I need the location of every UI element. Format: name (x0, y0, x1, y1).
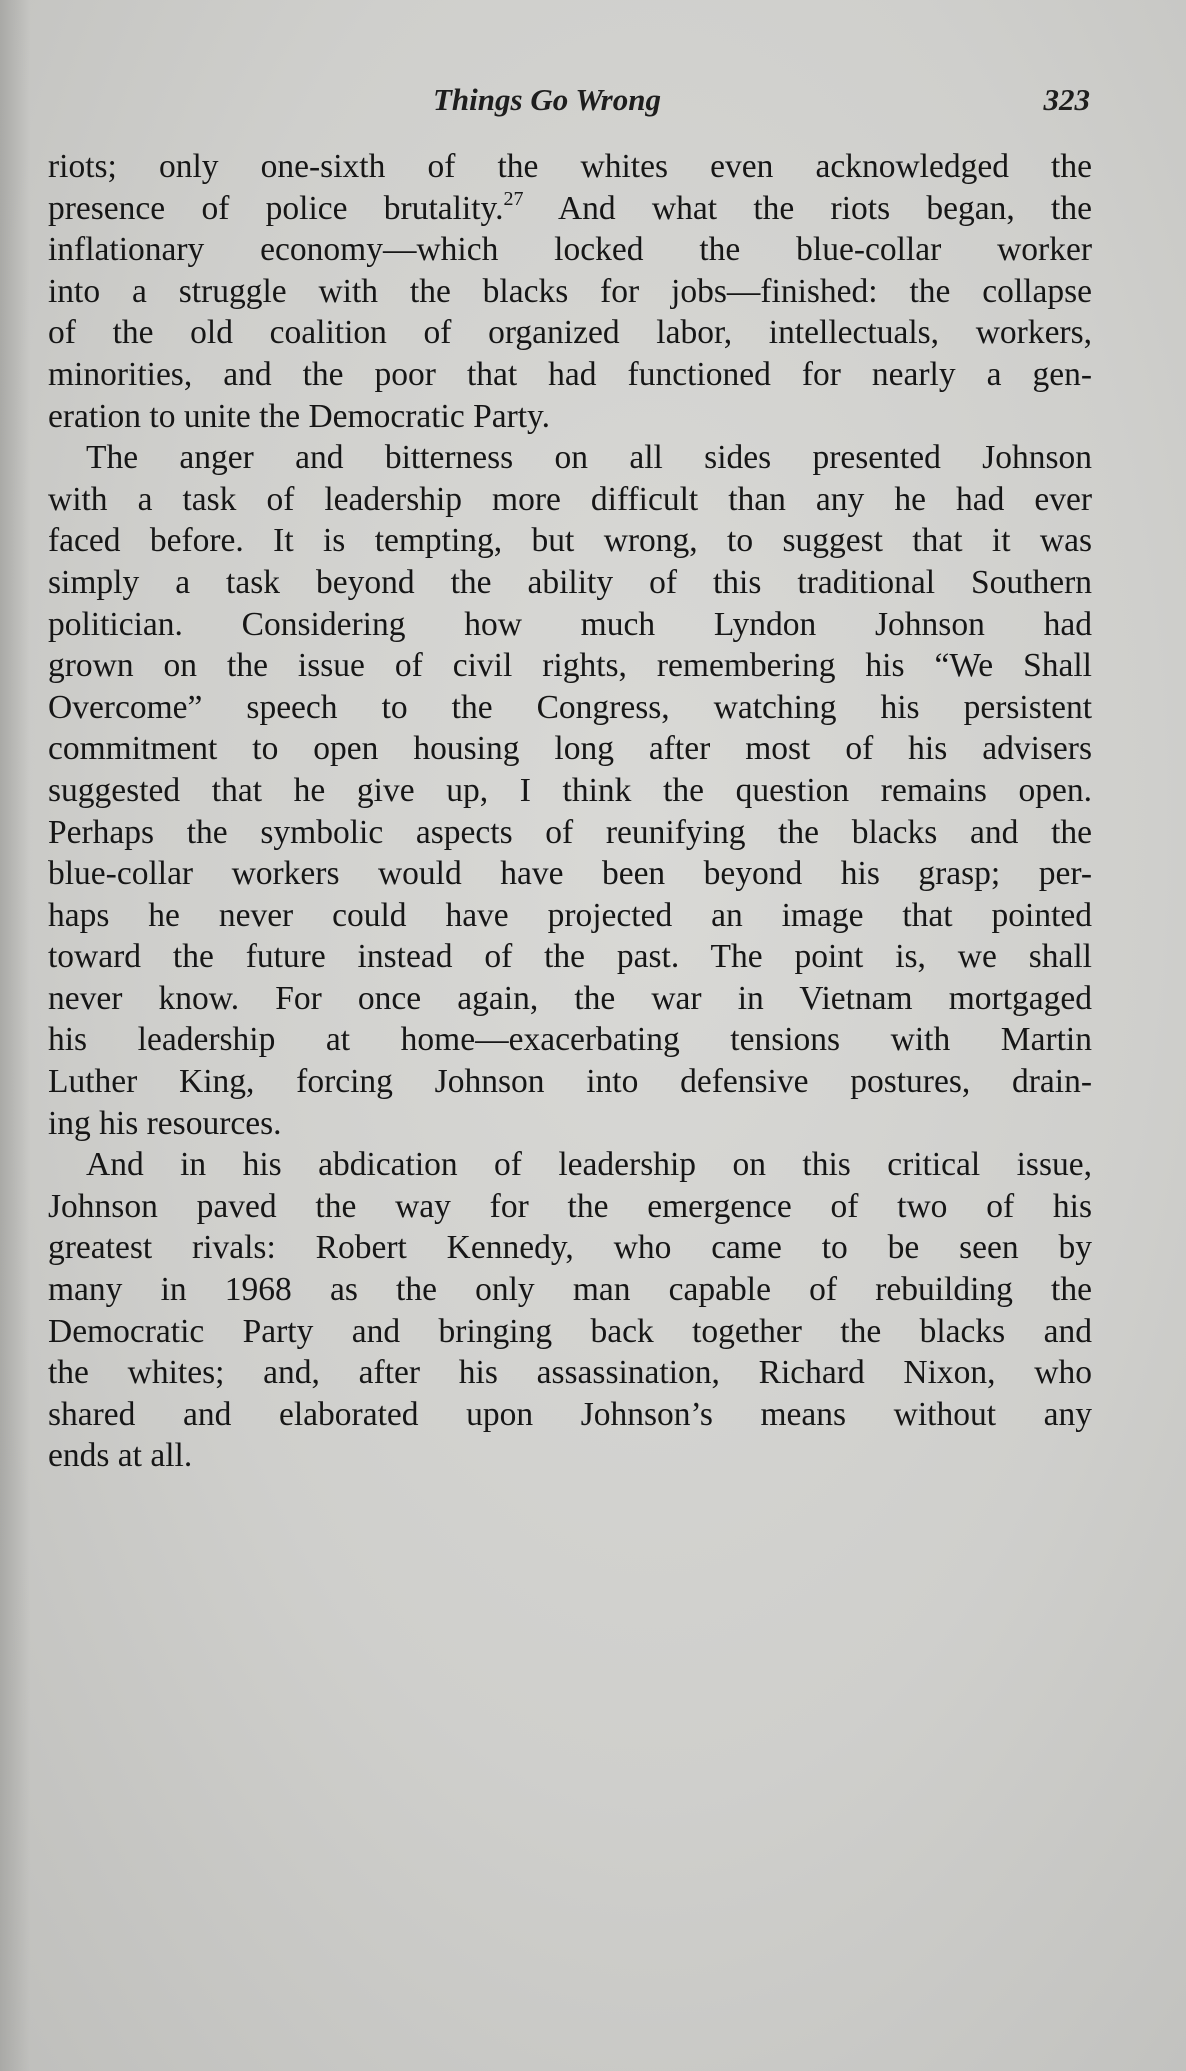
text-line: many in 1968 as the only man capable of rebuilding the (48, 1271, 1092, 1309)
text-line: suggested that he give up, I think the question remains open. (48, 771, 1092, 809)
text-line: faced before. It is tempting, but wrong, to suggest that it was (48, 522, 1092, 560)
text-line: minorities, and the poor that had functioned for nearly a gen- (48, 355, 1092, 393)
text-line: greatest rivals: Robert Kennedy, who came to be seen by (48, 1229, 1092, 1267)
text-fragment: And what the riots began, the (523, 189, 1092, 227)
text-line: politician. Considering how much Lyndon Johnson had (48, 605, 1092, 643)
page-number: 323 (1043, 82, 1090, 117)
text-line: never know. For once again, the war in Vietnam mortgaged (48, 979, 1092, 1017)
text-line: Luther King, forcing Johnson into defensive postures, drain- (48, 1063, 1092, 1101)
text-line: ends at all. (48, 1437, 193, 1475)
running-head (48, 82, 1090, 132)
text-line: haps he never could have projected an image that pointed (48, 896, 1092, 934)
text-line: Overcome” speech to the Congress, watching his persistent (48, 688, 1092, 726)
text-line: riots; only one-sixth of the whites even acknowledged the (48, 148, 1092, 185)
paragraph-1 (48, 146, 1092, 437)
text-line: into a struggle with the blacks for jobs—finished: the collapse (48, 272, 1092, 310)
text-line (48, 188, 1092, 230)
text-line: the whites; and, after his assassination, Richard Nixon, who (48, 1354, 1092, 1392)
text-line: commitment to open housing long after most of his advisers (48, 730, 1092, 768)
text-line: Democratic Party and bringing back together the blacks and (48, 1312, 1092, 1350)
text-line: inflationary economy—which locked the blue-collar worker (48, 231, 1092, 269)
text-line: And in his abdication of leadership on this critical issue, (86, 1146, 1092, 1184)
footnote-ref: 27 (503, 187, 524, 210)
spine-shadow (0, 0, 30, 2071)
text-line: eration to unite the Democratic Party. (48, 397, 551, 435)
text-line: Johnson paved the way for the emergence of two of his (48, 1187, 1092, 1225)
text-line: Perhaps the symbolic aspects of reunifying the blacks and the (48, 813, 1092, 851)
text-line: shared and elaborated upon Johnson’s means without any (48, 1395, 1092, 1433)
paragraph-3 (48, 1144, 1092, 1477)
text-line: with a task of leadership more difficult than any he had ever (48, 480, 1092, 518)
text-line: ing his resources. (48, 1104, 282, 1142)
text-line: grown on the issue of civil rights, remembering his “We Shall (48, 647, 1092, 685)
text-line: of the old coalition of organized labor, intellectuals, workers, (48, 314, 1092, 352)
text-line: The anger and bitterness on all sides presented Johnson (86, 439, 1092, 477)
running-head-title: Things Go Wrong (433, 82, 661, 117)
paragraph-2 (48, 437, 1092, 1144)
text-line: his leadership at home—exacerbating tensions with Martin (48, 1021, 1092, 1059)
body-text (48, 146, 1092, 1477)
text-line: simply a task beyond the ability of this traditional Southern (48, 563, 1092, 601)
text-line: blue-collar workers would have been beyond his grasp; per- (48, 855, 1092, 893)
text-fragment: presence of police brutality. (48, 189, 504, 227)
text-line: toward the future instead of the past. The point is, we shall (48, 938, 1092, 976)
